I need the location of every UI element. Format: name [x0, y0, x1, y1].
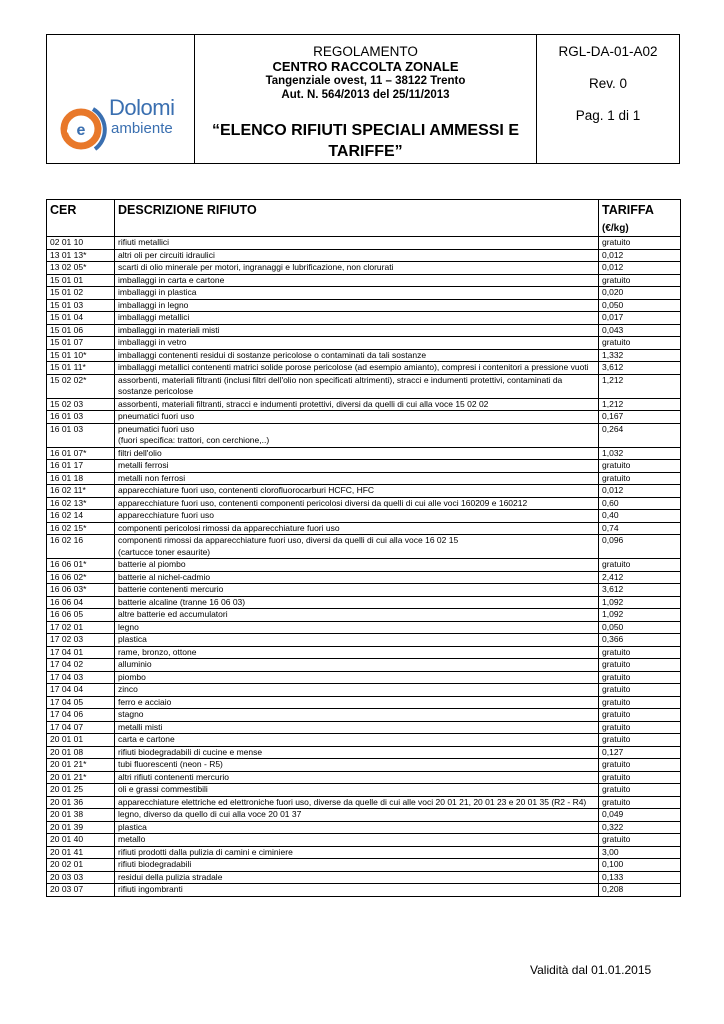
cell-description: metalli non ferrosi [115, 472, 599, 485]
cell-description: plastica [115, 634, 599, 647]
cell-cer: 20 01 08 [47, 746, 115, 759]
cell-tariffa: gratuito [599, 696, 681, 709]
cell-cer: 20 01 25 [47, 784, 115, 797]
logo-cell [47, 35, 195, 163]
cell-description: carta e cartone [115, 734, 599, 747]
cell-description: altri rifiuti contenenti mercurio [115, 771, 599, 784]
column-header-tariffa [599, 200, 681, 237]
cell-cer: 16 06 02* [47, 571, 115, 584]
cell-tariffa: 1,332 [599, 349, 681, 362]
cell-tariffa: 0,60 [599, 497, 681, 510]
cell-cer: 20 01 21* [47, 771, 115, 784]
cell-tariffa: 1,092 [599, 609, 681, 622]
cell-cer: 13 02 05* [47, 262, 115, 275]
table-row [47, 362, 681, 375]
cell-tariffa: 0,208 [599, 884, 681, 897]
cell-cer: 16 06 01* [47, 559, 115, 572]
table-row [47, 721, 681, 734]
cell-tariffa: 3,612 [599, 362, 681, 375]
cell-cer: 20 01 39 [47, 821, 115, 834]
cell-description: rifiuti metallici [115, 237, 599, 250]
cell-description: imballaggi in vetro [115, 337, 599, 350]
cell-cer: 16 01 17 [47, 460, 115, 473]
table-row [47, 696, 681, 709]
cell-cer: 15 01 07 [47, 337, 115, 350]
table-row [47, 349, 681, 362]
cell-cer: 15 01 04 [47, 312, 115, 325]
cell-cer: 17 04 05 [47, 696, 115, 709]
cell-tariffa: gratuito [599, 472, 681, 485]
cell-description: altri oli per circuiti idraulici [115, 249, 599, 262]
cell-tariffa: gratuito [599, 734, 681, 747]
table-row [47, 411, 681, 424]
table-row [47, 846, 681, 859]
cell-cer: 20 01 40 [47, 834, 115, 847]
table-row [47, 596, 681, 609]
cell-cer: 17 04 07 [47, 721, 115, 734]
cell-tariffa: 0,020 [599, 287, 681, 300]
cell-cer: 16 01 03 [47, 423, 115, 447]
logo-text-dolomiti: Dolomi [109, 95, 175, 120]
cell-tariffa: 0,049 [599, 809, 681, 822]
table-row [47, 646, 681, 659]
table-row [47, 274, 681, 287]
cell-tariffa: gratuito [599, 709, 681, 722]
cell-description: stagno [115, 709, 599, 722]
table-row [47, 871, 681, 884]
waste-tariff-table [46, 199, 681, 897]
cell-tariffa: 0,366 [599, 634, 681, 647]
cell-description: apparecchiature fuori uso, contenenti componenti pericolosi diversi da quelli di cui alle voci 160209 e 160212 [115, 497, 599, 510]
table-row [47, 621, 681, 634]
cell-cer: 20 02 01 [47, 859, 115, 872]
table-row [47, 299, 681, 312]
cell-cer: 20 01 21* [47, 759, 115, 772]
cell-description: apparecchiature fuori uso [115, 510, 599, 523]
table-row [47, 634, 681, 647]
cell-tariffa: gratuito [599, 784, 681, 797]
cell-description: imballaggi metallici [115, 312, 599, 325]
table-row [47, 485, 681, 498]
cell-tariffa: gratuito [599, 671, 681, 684]
cell-cer: 16 01 07* [47, 447, 115, 460]
cell-cer: 20 01 38 [47, 809, 115, 822]
cell-tariffa: 0,74 [599, 522, 681, 535]
cell-description: imballaggi contenenti residui di sostanze pericolose o contaminati da tali sostanze [115, 349, 599, 362]
cell-tariffa: gratuito [599, 834, 681, 847]
cell-description: pneumatici fuori uso [115, 411, 599, 424]
cell-description: scarti di olio minerale per motori, ingranaggi e lubrificazione, non clorurati [115, 262, 599, 275]
table-row [47, 374, 681, 398]
cell-tariffa: gratuito [599, 796, 681, 809]
cell-description: rifiuti biodegradabili di cucine e mense [115, 746, 599, 759]
cell-cer: 16 06 03* [47, 584, 115, 597]
column-header-description: DESCRIZIONE RIFIUTO [115, 200, 599, 237]
table-row [47, 809, 681, 822]
cell-cer: 15 01 11* [47, 362, 115, 375]
table-row [47, 312, 681, 325]
table-row [47, 671, 681, 684]
table-row [47, 734, 681, 747]
cell-cer: 17 04 06 [47, 709, 115, 722]
cell-tariffa: gratuito [599, 659, 681, 672]
cell-tariffa: gratuito [599, 237, 681, 250]
table-row [47, 262, 681, 275]
table-row [47, 859, 681, 872]
cell-tariffa: 1,212 [599, 374, 681, 398]
cell-cer: 20 03 07 [47, 884, 115, 897]
cell-cer: 17 02 03 [47, 634, 115, 647]
cell-cer: 17 04 04 [47, 684, 115, 697]
document-revision: Rev. 0 [588, 76, 627, 91]
cell-tariffa: 0,096 [599, 535, 681, 559]
cell-cer: 15 01 02 [47, 287, 115, 300]
table-row [47, 834, 681, 847]
cell-description: tubi fluorescenti (neon - R5) [115, 759, 599, 772]
cell-cer: 16 02 11* [47, 485, 115, 498]
cell-description: componenti pericolosi rimossi da apparecchiature fuori uso [115, 522, 599, 535]
cell-cer: 17 02 01 [47, 621, 115, 634]
cell-cer: 16 02 13* [47, 497, 115, 510]
table-row [47, 249, 681, 262]
table-header-row [47, 200, 681, 237]
cell-tariffa: gratuito [599, 721, 681, 734]
cell-tariffa: gratuito [599, 460, 681, 473]
table-row [47, 659, 681, 672]
cell-tariffa: gratuito [599, 759, 681, 772]
cell-cer: 15 01 03 [47, 299, 115, 312]
cell-description: rifiuti ingombranti [115, 884, 599, 897]
cell-cer: 15 02 03 [47, 398, 115, 411]
cell-tariffa: gratuito [599, 646, 681, 659]
cell-cer: 16 02 16 [47, 535, 115, 559]
cell-cer: 15 01 06 [47, 324, 115, 337]
cell-description: imballaggi in legno [115, 299, 599, 312]
cell-tariffa: 0,012 [599, 249, 681, 262]
cell-cer: 17 04 02 [47, 659, 115, 672]
document-code: RGL-DA-01-A02 [558, 44, 658, 59]
cell-description: imballaggi in plastica [115, 287, 599, 300]
table-row [47, 398, 681, 411]
cell-description: rifiuti biodegradabili [115, 859, 599, 872]
document-page: Pag. 1 di 1 [575, 108, 641, 123]
cell-tariffa: 0,100 [599, 859, 681, 872]
cell-description: apparecchiature fuori uso, contenenti clorofluorocarburi HCFC, HFC [115, 485, 599, 498]
header-authorization: Aut. N. 564/2013 del 25/11/2013 [281, 89, 450, 101]
cell-cer: 16 02 15* [47, 522, 115, 535]
cell-description: imballaggi in materiali misti [115, 324, 599, 337]
cell-cer: 20 01 41 [47, 846, 115, 859]
cell-description: metalli misti [115, 721, 599, 734]
cell-description: legno, diverso da quello di cui alla voce 20 01 37 [115, 809, 599, 822]
cell-description: residui della pulizia stradale [115, 871, 599, 884]
table-row [47, 684, 681, 697]
cell-description: metalli ferrosi [115, 460, 599, 473]
cell-description: assorbenti, materiali filtranti, stracci e indumenti protettivi, diversi da quelli di cui alla voce 15 02 02 [115, 398, 599, 411]
cell-tariffa: 0,264 [599, 423, 681, 447]
table-row [47, 522, 681, 535]
cell-cer: 15 02 02* [47, 374, 115, 398]
cell-tariffa: 0,167 [599, 411, 681, 424]
cell-tariffa: gratuito [599, 274, 681, 287]
table-row [47, 784, 681, 797]
table-row [47, 535, 681, 559]
table-row [47, 472, 681, 485]
cell-description: pneumatici fuori uso (fuori specifica: trattori, con cerchione,..) [115, 423, 599, 447]
cell-tariffa: 0,043 [599, 324, 681, 337]
cell-tariffa: 0,133 [599, 871, 681, 884]
cell-tariffa: 0,40 [599, 510, 681, 523]
cell-tariffa: 3,612 [599, 584, 681, 597]
cell-tariffa: 0,012 [599, 485, 681, 498]
document-header [46, 34, 680, 164]
table-row [47, 746, 681, 759]
cell-description: piombo [115, 671, 599, 684]
cell-description: rame, bronzo, ottone [115, 646, 599, 659]
header-title-cell [195, 35, 537, 163]
cell-cer: 16 06 05 [47, 609, 115, 622]
cell-tariffa: 1,032 [599, 447, 681, 460]
cell-cer: 16 01 03 [47, 411, 115, 424]
cell-description: assorbenti, materiali filtranti (inclusi filtri dell'olio non specificati altrimenti), stracci e indumenti protettivi, contaminati da sostanze pericolose [115, 374, 599, 398]
validity-footer: Validità dal 01.01.2015 [530, 963, 652, 977]
table-row [47, 447, 681, 460]
table-row [47, 884, 681, 897]
cell-cer: 17 04 01 [47, 646, 115, 659]
table-row [47, 497, 681, 510]
cell-cer: 20 03 03 [47, 871, 115, 884]
table-row [47, 771, 681, 784]
column-header-tariffa-label: TARIFFA [602, 203, 654, 217]
cell-description: imballaggi metallici contenenti matrici solide porose pericolose (ad esempio amianto), compresi i contenitori a pressione vuoti [115, 362, 599, 375]
column-header-unit: (€/kg) [602, 223, 629, 234]
cell-description: legno [115, 621, 599, 634]
cell-description: altre batterie ed accumulatori [115, 609, 599, 622]
cell-description: ferro e acciaio [115, 696, 599, 709]
table-row [47, 709, 681, 722]
cell-description: metallo [115, 834, 599, 847]
cell-cer: 02 01 10 [47, 237, 115, 250]
table-row [47, 571, 681, 584]
document-title: “ELENCO RIFIUTI SPECIALI AMMESSI E TARIFFE” [212, 122, 519, 160]
header-title-regolamento: REGOLAMENTO [313, 44, 418, 59]
cell-description: batterie al piombo [115, 559, 599, 572]
cell-tariffa: gratuito [599, 771, 681, 784]
cell-description: alluminio [115, 659, 599, 672]
cell-cer: 17 04 03 [47, 671, 115, 684]
table-row [47, 584, 681, 597]
cell-tariffa: 0,127 [599, 746, 681, 759]
cell-description: batterie contenenti mercurio [115, 584, 599, 597]
cell-cer: 16 02 14 [47, 510, 115, 523]
cell-tariffa: gratuito [599, 337, 681, 350]
cell-tariffa: gratuito [599, 684, 681, 697]
cell-tariffa: 1,212 [599, 398, 681, 411]
cell-tariffa: 2,412 [599, 571, 681, 584]
table-row [47, 821, 681, 834]
table-row [47, 559, 681, 572]
table-row [47, 609, 681, 622]
cell-cer: 16 06 04 [47, 596, 115, 609]
table-row [47, 460, 681, 473]
cell-description: imballaggi in carta e cartone [115, 274, 599, 287]
cell-cer: 13 01 13* [47, 249, 115, 262]
table-row [47, 337, 681, 350]
cell-tariffa: 3,00 [599, 846, 681, 859]
table-row [47, 423, 681, 447]
header-address: Tangenziale ovest, 11 – 38122 Trento [265, 75, 466, 87]
table-row [47, 237, 681, 250]
cell-tariffa: 0,050 [599, 621, 681, 634]
cell-cer: 15 01 01 [47, 274, 115, 287]
header-title-centro: CENTRO RACCOLTA ZONALE [272, 59, 459, 74]
cell-description: oli e grassi commestibili [115, 784, 599, 797]
table-row [47, 796, 681, 809]
cell-description: batterie al nichel-cadmio [115, 571, 599, 584]
cell-description: rifiuti prodotti dalla pulizia di camini e ciminiere [115, 846, 599, 859]
cell-cer: 20 01 36 [47, 796, 115, 809]
table-body [47, 237, 681, 897]
table-row [47, 759, 681, 772]
header-meta-cell [537, 35, 679, 163]
cell-tariffa: 0,050 [599, 299, 681, 312]
cell-tariffa: 0,322 [599, 821, 681, 834]
cell-tariffa: gratuito [599, 559, 681, 572]
cell-cer: 15 01 10* [47, 349, 115, 362]
column-header-cer: CER [47, 200, 115, 237]
table-row [47, 324, 681, 337]
cell-cer: 20 01 01 [47, 734, 115, 747]
cell-description: plastica [115, 821, 599, 834]
cell-tariffa: 0,017 [599, 312, 681, 325]
svg-text:e: e [76, 122, 86, 139]
cell-description: batterie alcaline (tranne 16 06 03) [115, 596, 599, 609]
logo-text-ambiente: ambiente [111, 120, 173, 137]
cell-tariffa: 0,012 [599, 262, 681, 275]
cell-tariffa: 1,092 [599, 596, 681, 609]
cell-description: filtri dell'olio [115, 447, 599, 460]
table-row [47, 510, 681, 523]
cell-description: apparecchiature elettriche ed elettroniche fuori uso, diverse da quelle di cui alle voci 20 01 21, 20 01 23 e 20 01 35 (R2 - R4) [115, 796, 599, 809]
table-row [47, 287, 681, 300]
cell-description: componenti rimossi da apparecchiature fuori uso, diversi da quelli di cui alla voce 16 02 15 (cartucce toner esaurite) [115, 535, 599, 559]
cell-description: zinco [115, 684, 599, 697]
cell-cer: 16 01 18 [47, 472, 115, 485]
